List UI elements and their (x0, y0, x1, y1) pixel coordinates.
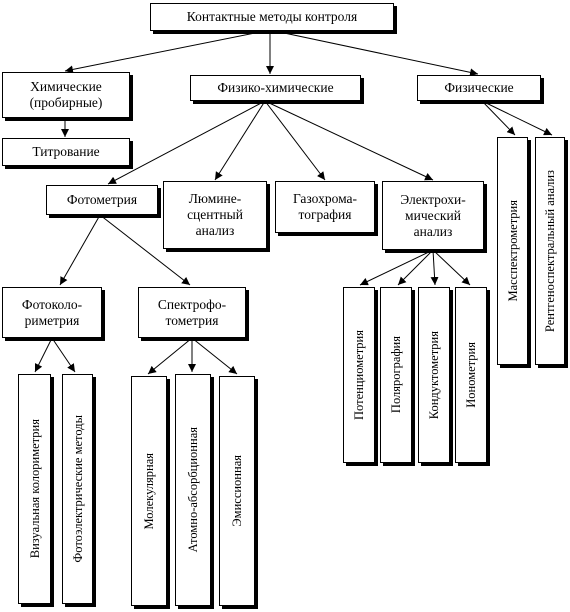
node-polarography: Полярография (380, 287, 412, 463)
node-xray-spectral-analysis: Рентгеноспектральный анализ (535, 137, 565, 365)
node-physical: Физические (417, 75, 541, 101)
node-emission: Эмиссионная (219, 376, 255, 606)
edge-spectrophoto-molecular (148, 338, 192, 374)
edge-photocolor-visual (35, 338, 52, 372)
node-electrochem: Электрохи- мический анализ (382, 181, 484, 250)
node-luminescent: Люмине- сцентный анализ (163, 181, 267, 249)
node-chemical: Химические (пробирные) (2, 72, 130, 118)
node-visual-colorimetry: Визуальная колориметрия (18, 374, 51, 604)
edge-physical-massspec (482, 101, 515, 135)
edge-photocolor-photoelectric (52, 338, 75, 372)
node-contact-methods: Контактные методы контроля (150, 3, 394, 31)
edge-physchem-electrochem (265, 101, 433, 180)
node-gaschrom: Газохрома- тография (275, 181, 375, 233)
edge-physchem-photometry (108, 101, 265, 184)
edge-spectrophoto-emission (192, 338, 237, 374)
edge-root-physical (270, 30, 478, 74)
edge-physchem-luminescent (215, 101, 265, 180)
edge-root-chemical (65, 30, 270, 71)
node-ionometry: Ионометрия (455, 287, 487, 463)
node-spectrophotometry: Спектрофо- тометрия (138, 287, 246, 338)
node-potentiometry: Потенциометрия (343, 287, 375, 463)
node-physchem: Физико-химические (190, 75, 361, 101)
node-titration: Титрование (2, 138, 130, 166)
edge-electrochem-ionometry (433, 250, 470, 285)
edge-electrochem-conductometry (433, 250, 435, 285)
node-photometry: Фотометрия (46, 185, 158, 215)
edge-electrochem-potentiometry (360, 250, 433, 285)
edge-electrochem-polarography (398, 250, 433, 285)
edge-physchem-gaschrom (265, 101, 325, 180)
node-photocolorimetry: Фотоколо- риметрия (2, 287, 102, 338)
node-atomic-absorption: Атомно-абсорбционная (175, 374, 211, 606)
node-mass-spectrometry: Масспектрометрия (497, 137, 528, 365)
node-molecular: Молекулярная (131, 376, 167, 606)
node-photoelectric-methods: Фотоэлектрические методы (62, 374, 93, 604)
edge-physical-xray (482, 101, 552, 135)
node-conductometry: Кондуктометрия (418, 287, 450, 463)
edge-photometry-photocolor (60, 215, 100, 285)
